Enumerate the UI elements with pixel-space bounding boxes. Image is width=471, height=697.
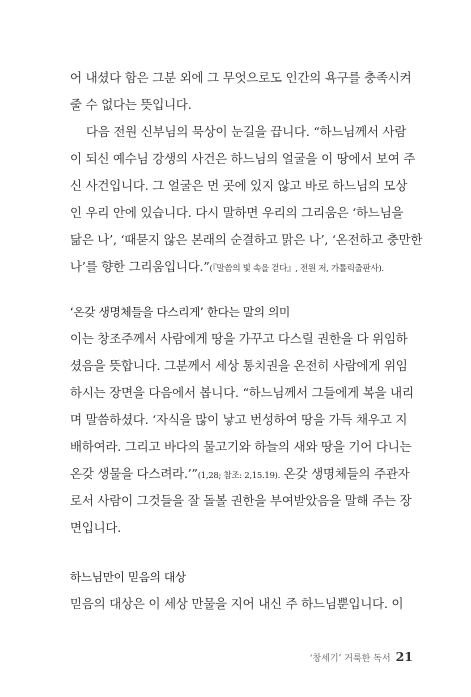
paragraph-line: 로서 사람이 그것들을 잘 돌볼 권한을 부여받았음을 말해 주는 장: [70, 493, 412, 508]
paragraph-line: 인 우리 안에 있습니다. 다시 말하면 우리의 그리움은 ‘하느님을: [70, 205, 404, 220]
quote-text: 온갖 생물을 다스려라.’”: [70, 466, 198, 481]
paragraph-line: 배하여라. 그리고 바다의 물고기와 하늘의 새와 땅을 기어 다니는: [70, 439, 412, 454]
paragraph-line: 믿음의 대상은 이 세상 만물을 지어 내신 주 하느님뿐입니다. 이: [70, 596, 404, 611]
paragraph-line: 며 말씀하셨다. ‘자식을 많이 낳고 번성하여 땅을 가득 채우고 지: [70, 412, 408, 427]
page-number: 21: [395, 649, 413, 664]
paragraph-line: 닮은 나’, ‘때묻지 않은 본래의 순결하고 맑은 나’, ‘온전하고 충만한: [70, 232, 423, 247]
section-heading: ‘온갖 생명체들을 다스리게’ 한다는 말의 의미: [70, 305, 290, 319]
paragraph-line: 셨음을 뜻합니다. 그분께서 세상 통치권을 온전히 사람에게 위임: [70, 358, 408, 373]
paragraph-line: 어 내셨다 함은 그분 외에 그 무엇으로도 인간의 욕구를 충족시켜: [70, 70, 412, 85]
citation-note: (『말씀의 빛 속을 걷다』, 전원 저, 가톨릭출판사).: [209, 264, 384, 274]
paragraph-line: 신 사건입니다. 그 얼굴은 먼 곳에 있지 않고 바로 하느님의 모상: [70, 178, 408, 193]
paragraph-text: 온갖 생명체들의 주관자: [279, 466, 410, 481]
paragraph-line: [70, 464, 415, 486]
paragraph-line: 이는 창조주께서 사람에게 땅을 가꾸고 다스릴 권한을 다 위임하: [70, 331, 408, 346]
paragraph-line: 면입니다.: [70, 520, 122, 535]
paragraph-line: 다음 전원 신부님의 묵상이 눈길을 끕니다. “하느님께서 사람: [86, 124, 407, 139]
page-footer: [310, 649, 413, 664]
paragraph-line: [70, 257, 415, 279]
running-title: ‘창세기’ 거룩한 독서: [309, 654, 391, 664]
quote-text: 나’를 향한 그리움입니다.”: [70, 259, 210, 274]
paragraph-line: 줄 수 없다는 뜻입니다.: [70, 97, 192, 112]
section-heading: 하느님만이 믿음의 대상: [70, 570, 186, 584]
paragraph-line: 이 되신 예수님 강생의 사건은 하느님의 얼굴을 이 땅에서 보여 주: [70, 151, 416, 166]
citation-note: (1,28; 참조: 2,15.19).: [197, 471, 280, 481]
paragraph-line: 하시는 장면을 다음에서 봅니다. “하느님께서 그들에게 복을 내리: [70, 385, 414, 400]
